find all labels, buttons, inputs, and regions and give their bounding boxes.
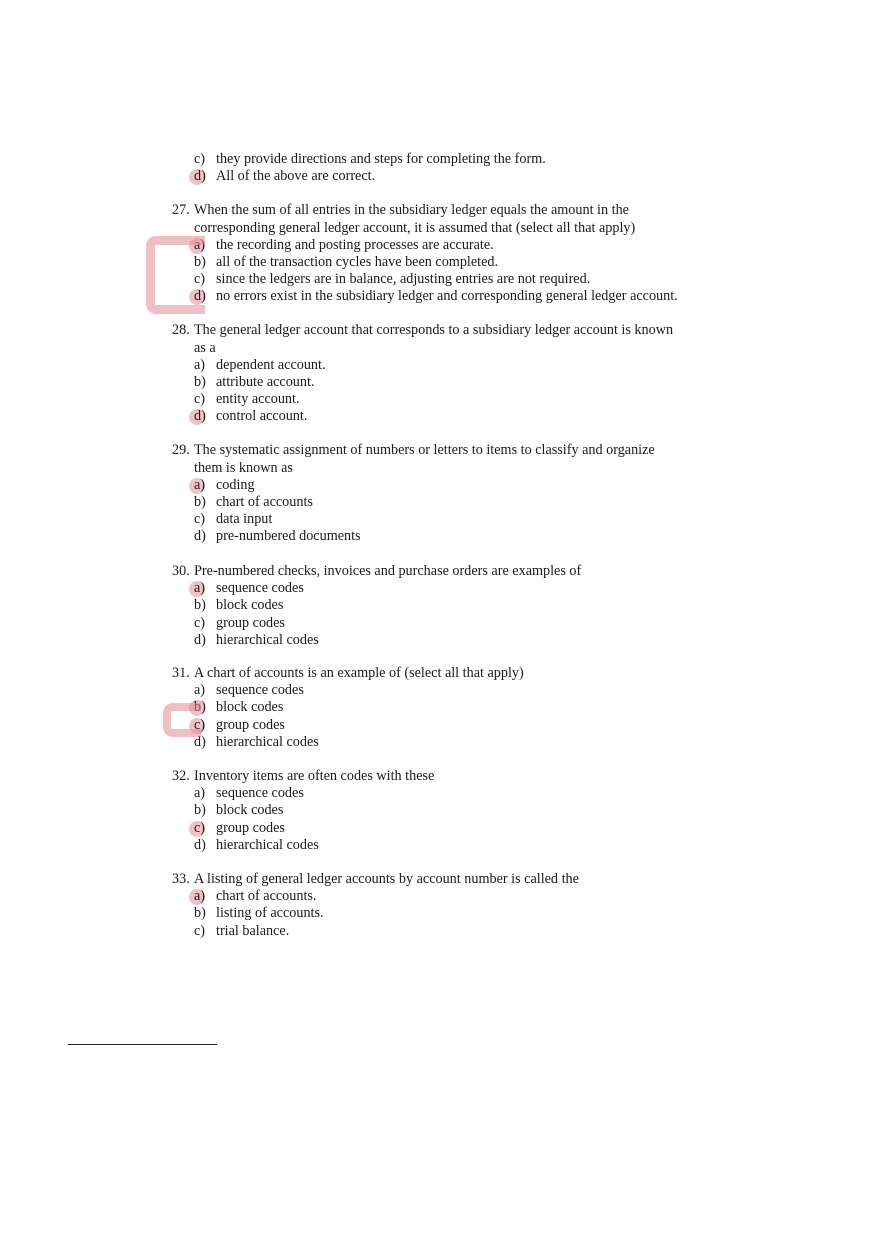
- option-line: [0, 717, 880, 734]
- question-text: them is known as: [194, 459, 293, 476]
- question-text: A listing of general ledger accounts by account number is called the: [194, 871, 579, 887]
- option-letter: b): [194, 253, 206, 270]
- option-letter: d): [194, 408, 206, 425]
- question-text: Pre-numbered checks, invoices and purchase orders are examples of: [194, 563, 582, 579]
- option-text: attribute account.: [216, 373, 315, 390]
- option-text: group codes: [216, 716, 285, 733]
- option-letter: a): [194, 236, 206, 253]
- question-text: as a: [194, 339, 216, 356]
- option-text: block codes: [216, 699, 284, 716]
- option-text: sequence codes: [216, 682, 304, 699]
- option-line: [0, 820, 880, 837]
- option-text: hierarchical codes: [216, 631, 319, 648]
- option-letter: b): [194, 597, 206, 614]
- option-letter: b): [194, 905, 206, 922]
- question-number: 29.: [172, 442, 190, 458]
- option-letter: b): [194, 493, 206, 510]
- question-number: 30.: [172, 563, 190, 579]
- option-text: they provide directions and steps for completing the form.: [216, 151, 546, 167]
- question-number: 28.: [172, 322, 190, 338]
- option-text: since the ledgers are in balance, adjusting entries are not required.: [216, 271, 591, 288]
- option-letter: d): [194, 168, 206, 184]
- question-text: The general ledger account that corresponds to a subsidiary ledger account is known: [194, 322, 674, 338]
- question-text: Inventory items are often codes with these: [194, 768, 435, 784]
- option-line: [0, 408, 880, 425]
- option-letter: a): [194, 580, 206, 597]
- option-text: sequence codes: [216, 580, 304, 597]
- option-letter: c): [194, 391, 206, 408]
- option-line: [0, 477, 880, 494]
- question-30: [0, 563, 880, 580]
- option-line: [0, 511, 880, 528]
- option-letter: b): [194, 699, 206, 716]
- question-number: 33.: [172, 871, 190, 887]
- option-line: [0, 288, 880, 305]
- option-line: [0, 888, 880, 905]
- option-text: trial balance.: [216, 922, 290, 939]
- option-letter: c): [194, 716, 206, 733]
- footnote-separator: [68, 1044, 217, 1045]
- option-letter: c): [194, 271, 206, 288]
- option-text: sequence codes: [216, 785, 304, 802]
- option-text: hierarchical codes: [216, 836, 319, 853]
- option-letter: c): [194, 922, 206, 939]
- question-text: The systematic assignment of numbers or letters to items to classify and organize: [194, 442, 655, 458]
- option-letter: d): [194, 733, 206, 750]
- option-text: group codes: [216, 614, 285, 631]
- option-line: [0, 580, 880, 597]
- option-letter: b): [194, 373, 206, 390]
- option-line: [0, 597, 880, 614]
- option-text: All of the above are correct.: [216, 168, 376, 184]
- option-letter: b): [194, 802, 206, 819]
- question-number: 31.: [172, 665, 190, 681]
- option-line: [0, 632, 880, 649]
- question-text: corresponding general ledger account, it is assumed that (select all that apply): [194, 219, 636, 236]
- option-text: hierarchical codes: [216, 733, 319, 750]
- option-text: dependent account.: [216, 356, 326, 373]
- option-line: [0, 923, 880, 940]
- option-letter: d): [194, 528, 206, 545]
- question-number: 27.: [172, 202, 190, 218]
- option-line: [0, 734, 880, 751]
- option-letter: a): [194, 476, 206, 493]
- question-33: [0, 871, 880, 888]
- option-letter: c): [194, 511, 206, 528]
- option-text: pre-numbered documents: [216, 528, 361, 545]
- option-text: entity account.: [216, 391, 300, 408]
- option-letter: c): [194, 614, 206, 631]
- option-line: [0, 168, 880, 185]
- option-line: [0, 699, 880, 716]
- question-27: [0, 202, 880, 219]
- option-text: block codes: [216, 802, 284, 819]
- option-letter: a): [194, 785, 206, 802]
- option-letter: c): [194, 151, 206, 167]
- option-line: [0, 254, 880, 271]
- option-line: [0, 237, 880, 254]
- option-line: [0, 374, 880, 391]
- option-letter: d): [194, 631, 206, 648]
- option-letter: d): [194, 288, 206, 305]
- option-text: group codes: [216, 819, 285, 836]
- question-number: 32.: [172, 768, 190, 784]
- option-line: [0, 494, 880, 511]
- option-text: no errors exist in the subsidiary ledger and corresponding general ledger account.: [216, 288, 678, 305]
- highlight-bracket-q31: [163, 703, 201, 737]
- option-text: chart of accounts: [216, 493, 313, 510]
- option-text: control account.: [216, 408, 308, 425]
- option-line: [0, 151, 880, 168]
- option-text: block codes: [216, 597, 284, 614]
- highlight-bracket-q27: [146, 236, 205, 314]
- question-32: [0, 768, 880, 785]
- option-line: [0, 905, 880, 922]
- option-text: chart of accounts.: [216, 888, 317, 905]
- question-31: [0, 665, 880, 682]
- option-text: coding: [216, 476, 255, 493]
- option-line: [0, 357, 880, 374]
- option-line: [0, 802, 880, 819]
- option-line: [0, 271, 880, 288]
- option-line: [0, 391, 880, 408]
- question-text: When the sum of all entries in the subsidiary ledger equals the amount in the: [194, 202, 629, 218]
- option-line: [0, 837, 880, 854]
- option-line: [0, 528, 880, 545]
- option-line: [0, 682, 880, 699]
- option-text: all of the transaction cycles have been completed.: [216, 253, 499, 270]
- option-text: data input: [216, 511, 273, 528]
- option-line: [0, 785, 880, 802]
- option-line: [0, 615, 880, 632]
- option-letter: a): [194, 888, 206, 905]
- option-text: listing of accounts.: [216, 905, 324, 922]
- question-28: [0, 322, 880, 339]
- option-letter: c): [194, 819, 206, 836]
- question-29: [0, 442, 880, 459]
- option-letter: a): [194, 356, 206, 373]
- option-letter: d): [194, 836, 206, 853]
- option-text: the recording and posting processes are accurate.: [216, 236, 494, 253]
- option-letter: a): [194, 682, 206, 699]
- question-text: A chart of accounts is an example of (select all that apply): [194, 665, 524, 681]
